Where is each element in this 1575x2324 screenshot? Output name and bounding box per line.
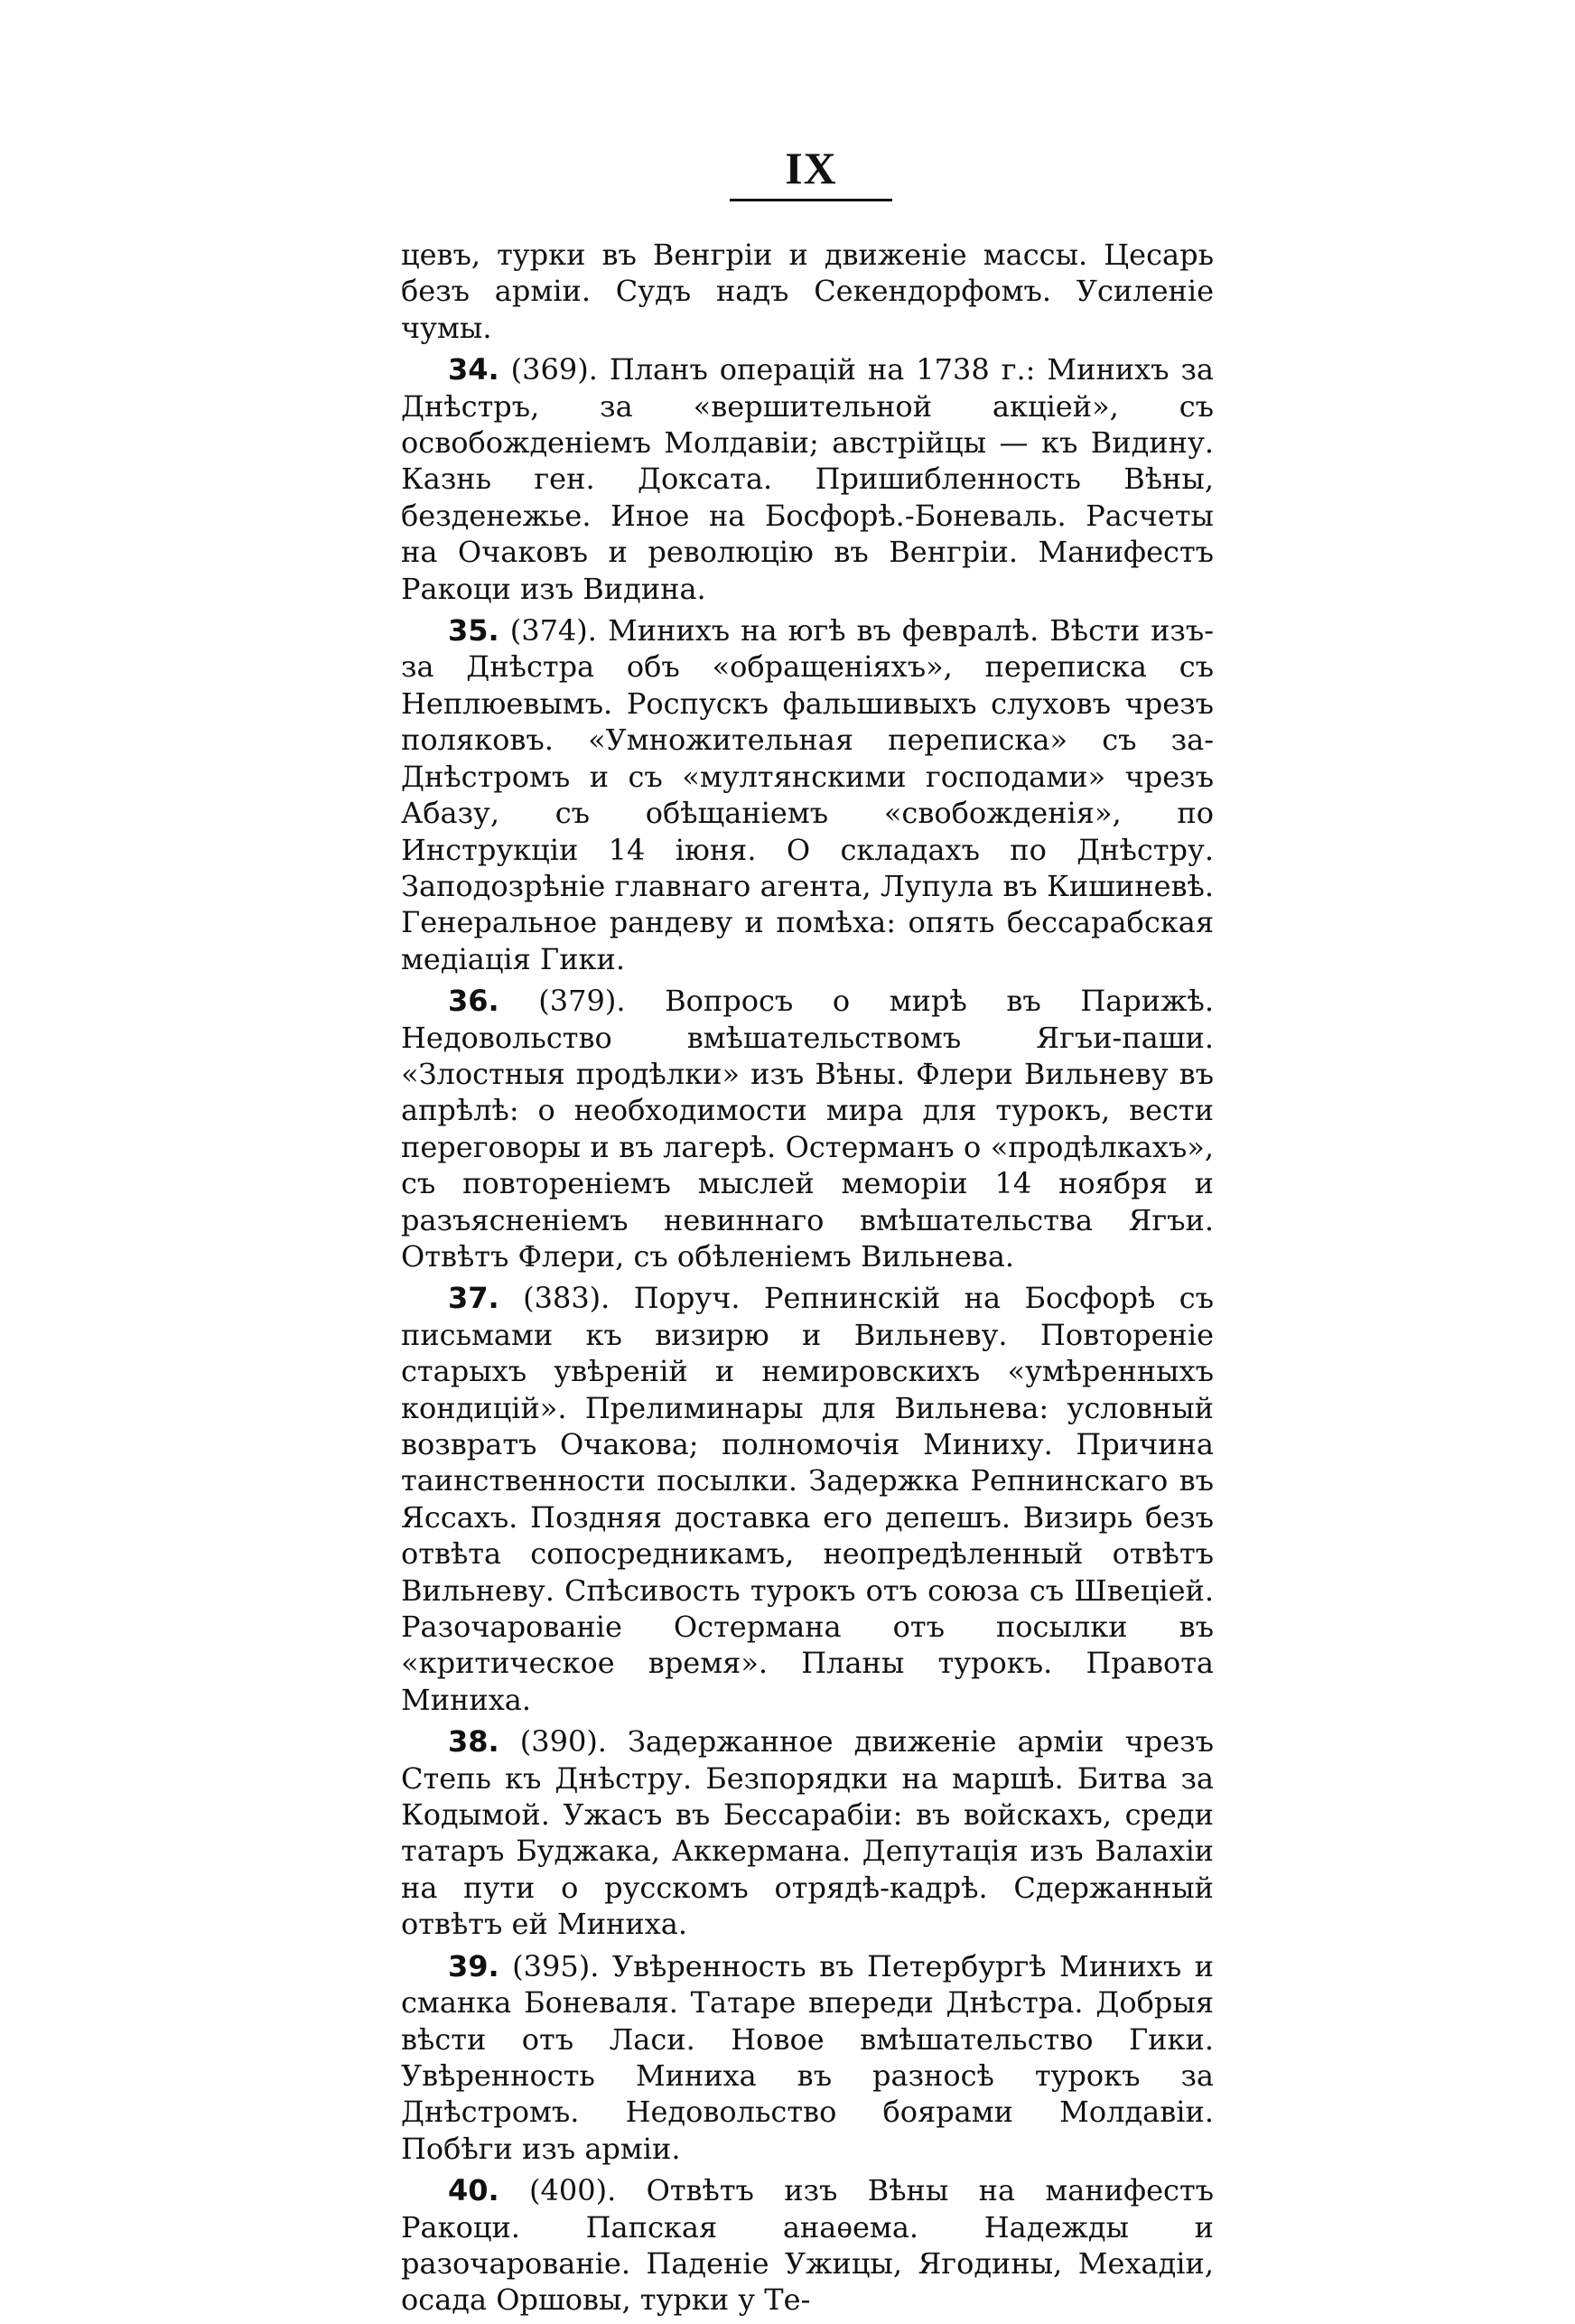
entry-text: Увѣренность въ Петербургѣ Минихъ и сманка Боневаля. Татаре впереди Днѣстра. Добрыя вѣсти отъ Ласи. Новое вмѣшательство Гики. Увѣренность Миниха въ разносѣ турокъ за Днѣстромъ. Недовольство боярами Молдавіи. Побѣги изъ арміи. (401, 1948, 1215, 2166)
entry-number: 36. (448, 984, 499, 1019)
entry-page-ref: (395). (512, 1948, 600, 1983)
entry-number: 35. (448, 613, 499, 649)
entry-36 (401, 983, 1214, 1274)
entry-text: Поруч. Репнинскій на Босфорѣ съ письмами къ визирю и Вильневу. Повтореніе старыхъ увѣреній и немировскихъ «умѣренныхъ кондицій». Прелиминары для Вильнева: условный возвратъ Очакова; полномочія Миниху. Причина таинственности посылки. Задержка Репнинскаго въ Яссахъ. Поздняя доставка его депешъ. Визирь безъ отвѣта сопосредникамъ, неопредѣленный отвѣтъ Вильневу. Спѣсивость турокъ отъ союза съ Швеціей. Разочарованіе Остермана отъ посылки въ «критическое время». Планы турокъ. Правота Миниха. (401, 1281, 1214, 1717)
entry-page-ref: (400). (529, 2173, 617, 2208)
entry-40 (401, 2172, 1214, 2319)
entry-39 (401, 1948, 1214, 2167)
entry-number: 38. (448, 1724, 499, 1759)
entry-page-ref: (390). (519, 1724, 607, 1759)
entry-38 (401, 1723, 1214, 1942)
entry-text: Задержанное движеніе арміи чрезъ Степь къ Днѣстру. Безпорядки на маршѣ. Битва за Кодымой. Ужасъ въ Бессарабіи: въ войскахъ, среди татаръ Буджака, Аккермана. Депутація изъ Валахіи на пути о русскомъ отрядѣ-кадрѣ. Сдержанный отвѣтъ ей Миниха. (401, 1724, 1215, 1942)
entry-page-ref: (369). (510, 352, 598, 387)
header-rule (730, 199, 892, 201)
entry-page-ref: (379). (538, 984, 626, 1019)
entry-text: Минихъ на югѣ въ февралѣ. Вѣсти изъ-за Днѣстра объ «обращеніяхъ», переписка съ Неплюевымъ. Роспускъ фальшивыхъ слуховъ чрезъ поляковъ. «Умножительная переписка» съ за-Днѣстромъ и съ «мултянскими господами» чрезъ Абазу, съ обѣщаніемъ «свобожденія», по Инструкціи 14 іюня. О складахъ по Днѣстру. Заподозрѣніе главнаго агента, Лупула въ Кишиневѣ. Генеральное рандеву и помѣха: опять бессарабская медіація Гики. (401, 613, 1215, 976)
entry-35 (401, 612, 1214, 977)
page-number: IX (785, 143, 837, 193)
body-text (401, 237, 1214, 2324)
entry-page-ref: (374). (509, 613, 597, 649)
entry-number: 34. (448, 352, 499, 387)
entry-number: 39. (448, 1948, 499, 1983)
page-header (730, 143, 892, 201)
entry-text: Отвѣтъ изъ Вѣны на манифестъ Ракоци. Папская анаѳема. Надежды и разочарованіе. Паденіе Ужицы, Ягодины, Мехадіи, осада Оршовы, турки у Те- (401, 2173, 1215, 2318)
entry-37 (401, 1280, 1214, 1718)
entry-number: 40. (448, 2173, 499, 2208)
entry-text: Планъ операцій на 1738 г.: Минихъ за Днѣстръ, за «вершительной акціей», съ освобожденіемъ Молдавіи; австрійцы — къ Видину. Казнь ген. Доксата. Пришибленность Вѣны, безденежье. Иное на Босфорѣ.-Боневаль. Расчеты на Очаковъ и революцію въ Венгріи. Манифестъ Ракоци изъ Видина. (401, 352, 1215, 606)
entry-text: Вопросъ о мирѣ въ Парижѣ. Недовольство вмѣшательствомъ Ягъи-паши. «Злостныя продѣлки» изъ Вѣны. Флери Вильневу въ апрѣлѣ: о необходимости мира для турокъ, вести переговоры и въ лагерѣ. Остерманъ о «продѣлкахъ», съ повтореніемъ мыслей меморіи 14 ноября и разъясненіемъ невиннаго вмѣшательства Ягъи. Отвѣтъ Флери, съ обѣленіемъ Вильнева. (401, 984, 1215, 1274)
entry-34 (401, 351, 1214, 607)
entry-number: 37. (448, 1281, 499, 1316)
entry-page-ref: (383). (523, 1281, 610, 1316)
lead-paragraph: цевъ, турки въ Венгріи и движеніе массы. Цесарь безъ арміи. Судъ надъ Секендорфомъ. Усиленіе чумы. (401, 238, 1214, 345)
